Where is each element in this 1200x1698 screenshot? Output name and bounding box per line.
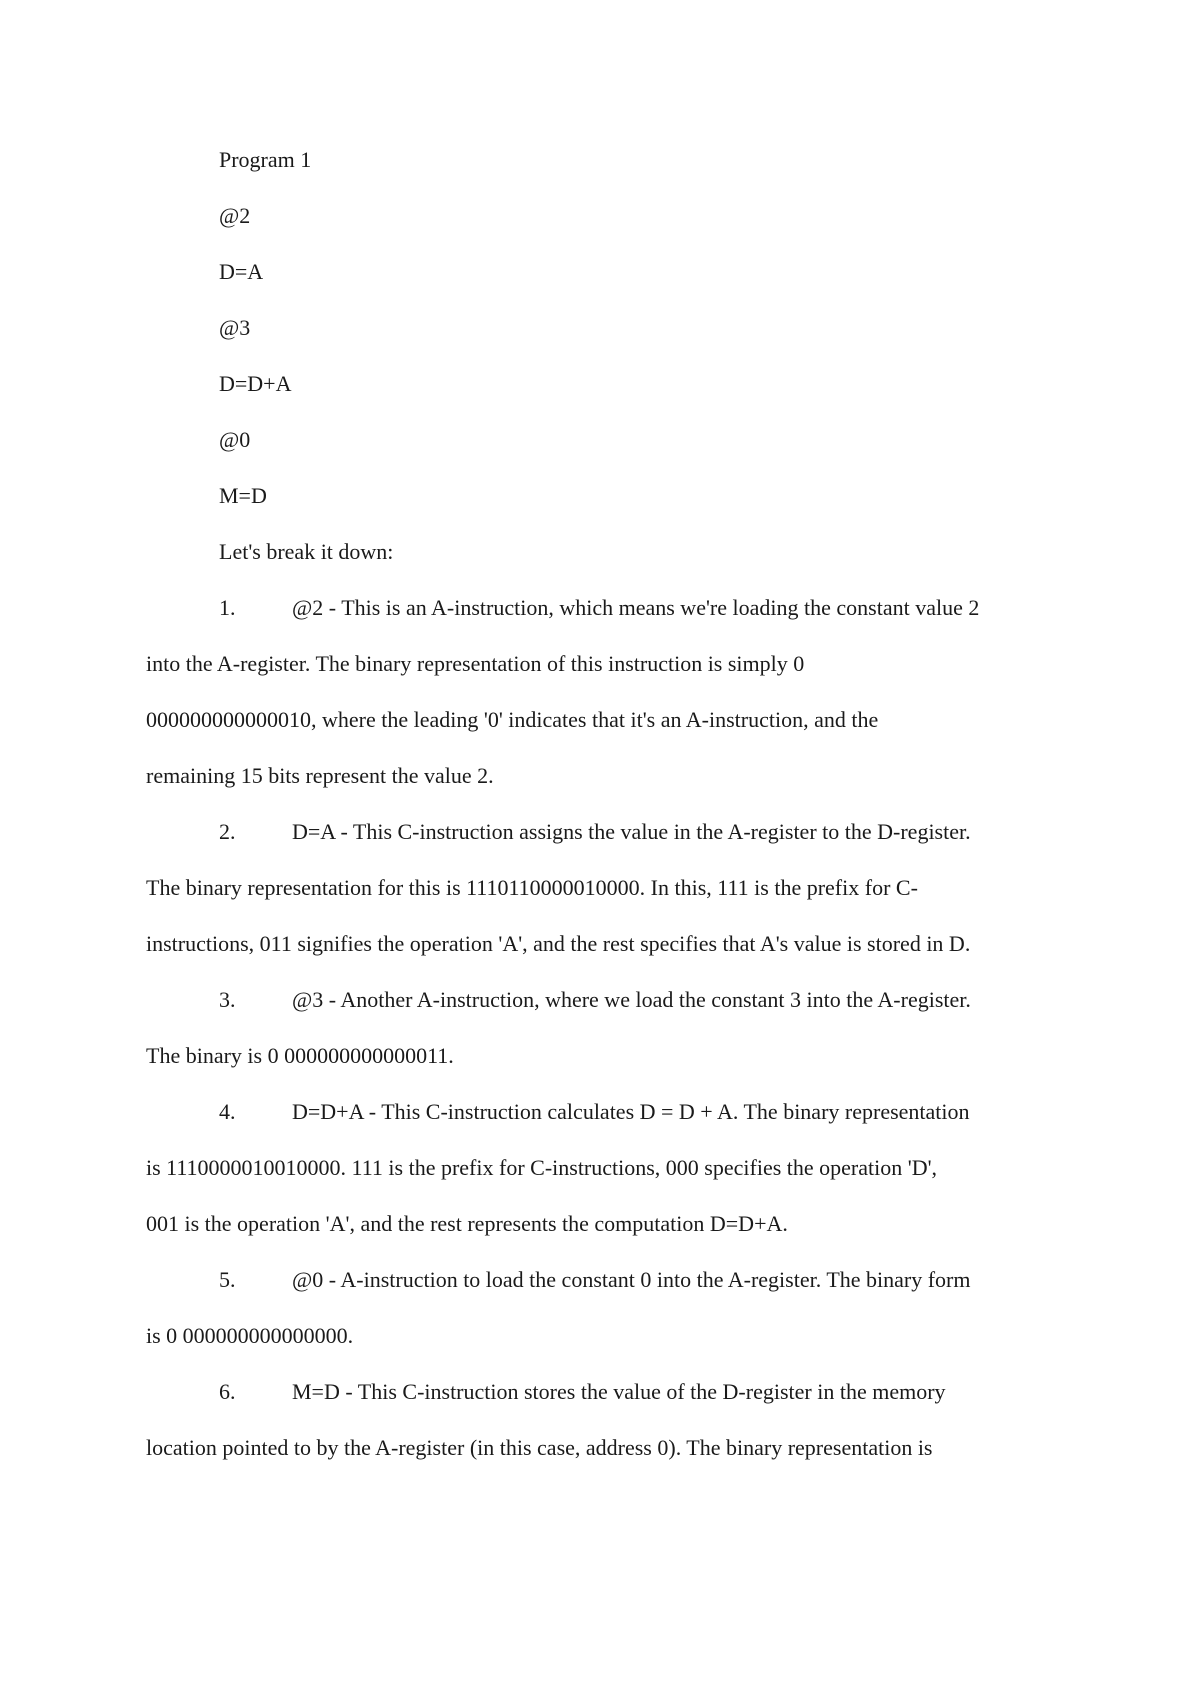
list-item-continuation: into the A-register. The binary representation of this instruction is simply 0	[146, 651, 805, 676]
list-item-number: 5.	[219, 1267, 236, 1292]
list-item-first-line	[146, 1092, 1066, 1148]
list-item-continuation: location pointed to by the A-register (in this case, address 0). The binary representation is	[146, 1435, 933, 1460]
list-item-continuation: The binary is 0 000000000000011.	[146, 1043, 454, 1068]
code-line: @0	[219, 427, 251, 452]
list-item-first-line	[146, 1260, 1066, 1316]
list-item-continuation: 001 is the operation 'A', and the rest represents the computation D=D+A.	[146, 1211, 788, 1236]
list-item-number: 6.	[219, 1379, 236, 1404]
list-item-text: @3 - Another A-instruction, where we load the constant 3 into the A-register.	[292, 987, 971, 1012]
list-item-text: @0 - A-instruction to load the constant 0 into the A-register. The binary form	[292, 1267, 971, 1292]
list-item-number: 3.	[219, 987, 236, 1012]
list-item-continuation: is 1110000010010000. 111 is the prefix for C-instructions, 000 specifies the operation 'D',	[146, 1155, 938, 1180]
list-item-text: D=D+A - This C-instruction calculates D = D + A. The binary representation	[292, 1099, 970, 1124]
code-line: D=A	[219, 259, 264, 284]
list-item-first-line	[146, 1372, 1066, 1428]
list-item-number: 2.	[219, 819, 236, 844]
list-item-first-line	[146, 980, 1066, 1036]
intro-paragraph: Let's break it down:	[219, 539, 394, 564]
list-item-continuation: remaining 15 bits represent the value 2.	[146, 763, 494, 788]
list-item-first-line	[146, 588, 1066, 644]
code-line: @3	[219, 315, 251, 340]
code-line-program-title: Program 1	[219, 147, 312, 172]
list-item-continuation: 000000000000010, where the leading '0' indicates that it's an A-instruction, and the	[146, 707, 879, 732]
list-item-number: 1.	[219, 595, 236, 620]
list-item-text: M=D - This C-instruction stores the value of the D-register in the memory	[292, 1379, 946, 1404]
list-item-number: 4.	[219, 1099, 236, 1124]
code-line: D=D+A	[219, 371, 292, 396]
list-item-continuation: instructions, 011 signifies the operation 'A', and the rest specifies that A's value is stored in D.	[146, 931, 971, 956]
code-line: @2	[219, 203, 251, 228]
document-body	[146, 140, 1066, 1484]
list-item-text: @2 - This is an A-instruction, which means we're loading the constant value 2	[292, 595, 980, 620]
code-line: M=D	[219, 483, 267, 508]
list-item-continuation: The binary representation for this is 1110110000010000. In this, 111 is the prefix for C-	[146, 875, 918, 900]
list-item-continuation: is 0 000000000000000.	[146, 1323, 354, 1348]
list-item-first-line	[146, 812, 1066, 868]
list-item-text: D=A - This C-instruction assigns the value in the A-register to the D-register.	[292, 819, 971, 844]
